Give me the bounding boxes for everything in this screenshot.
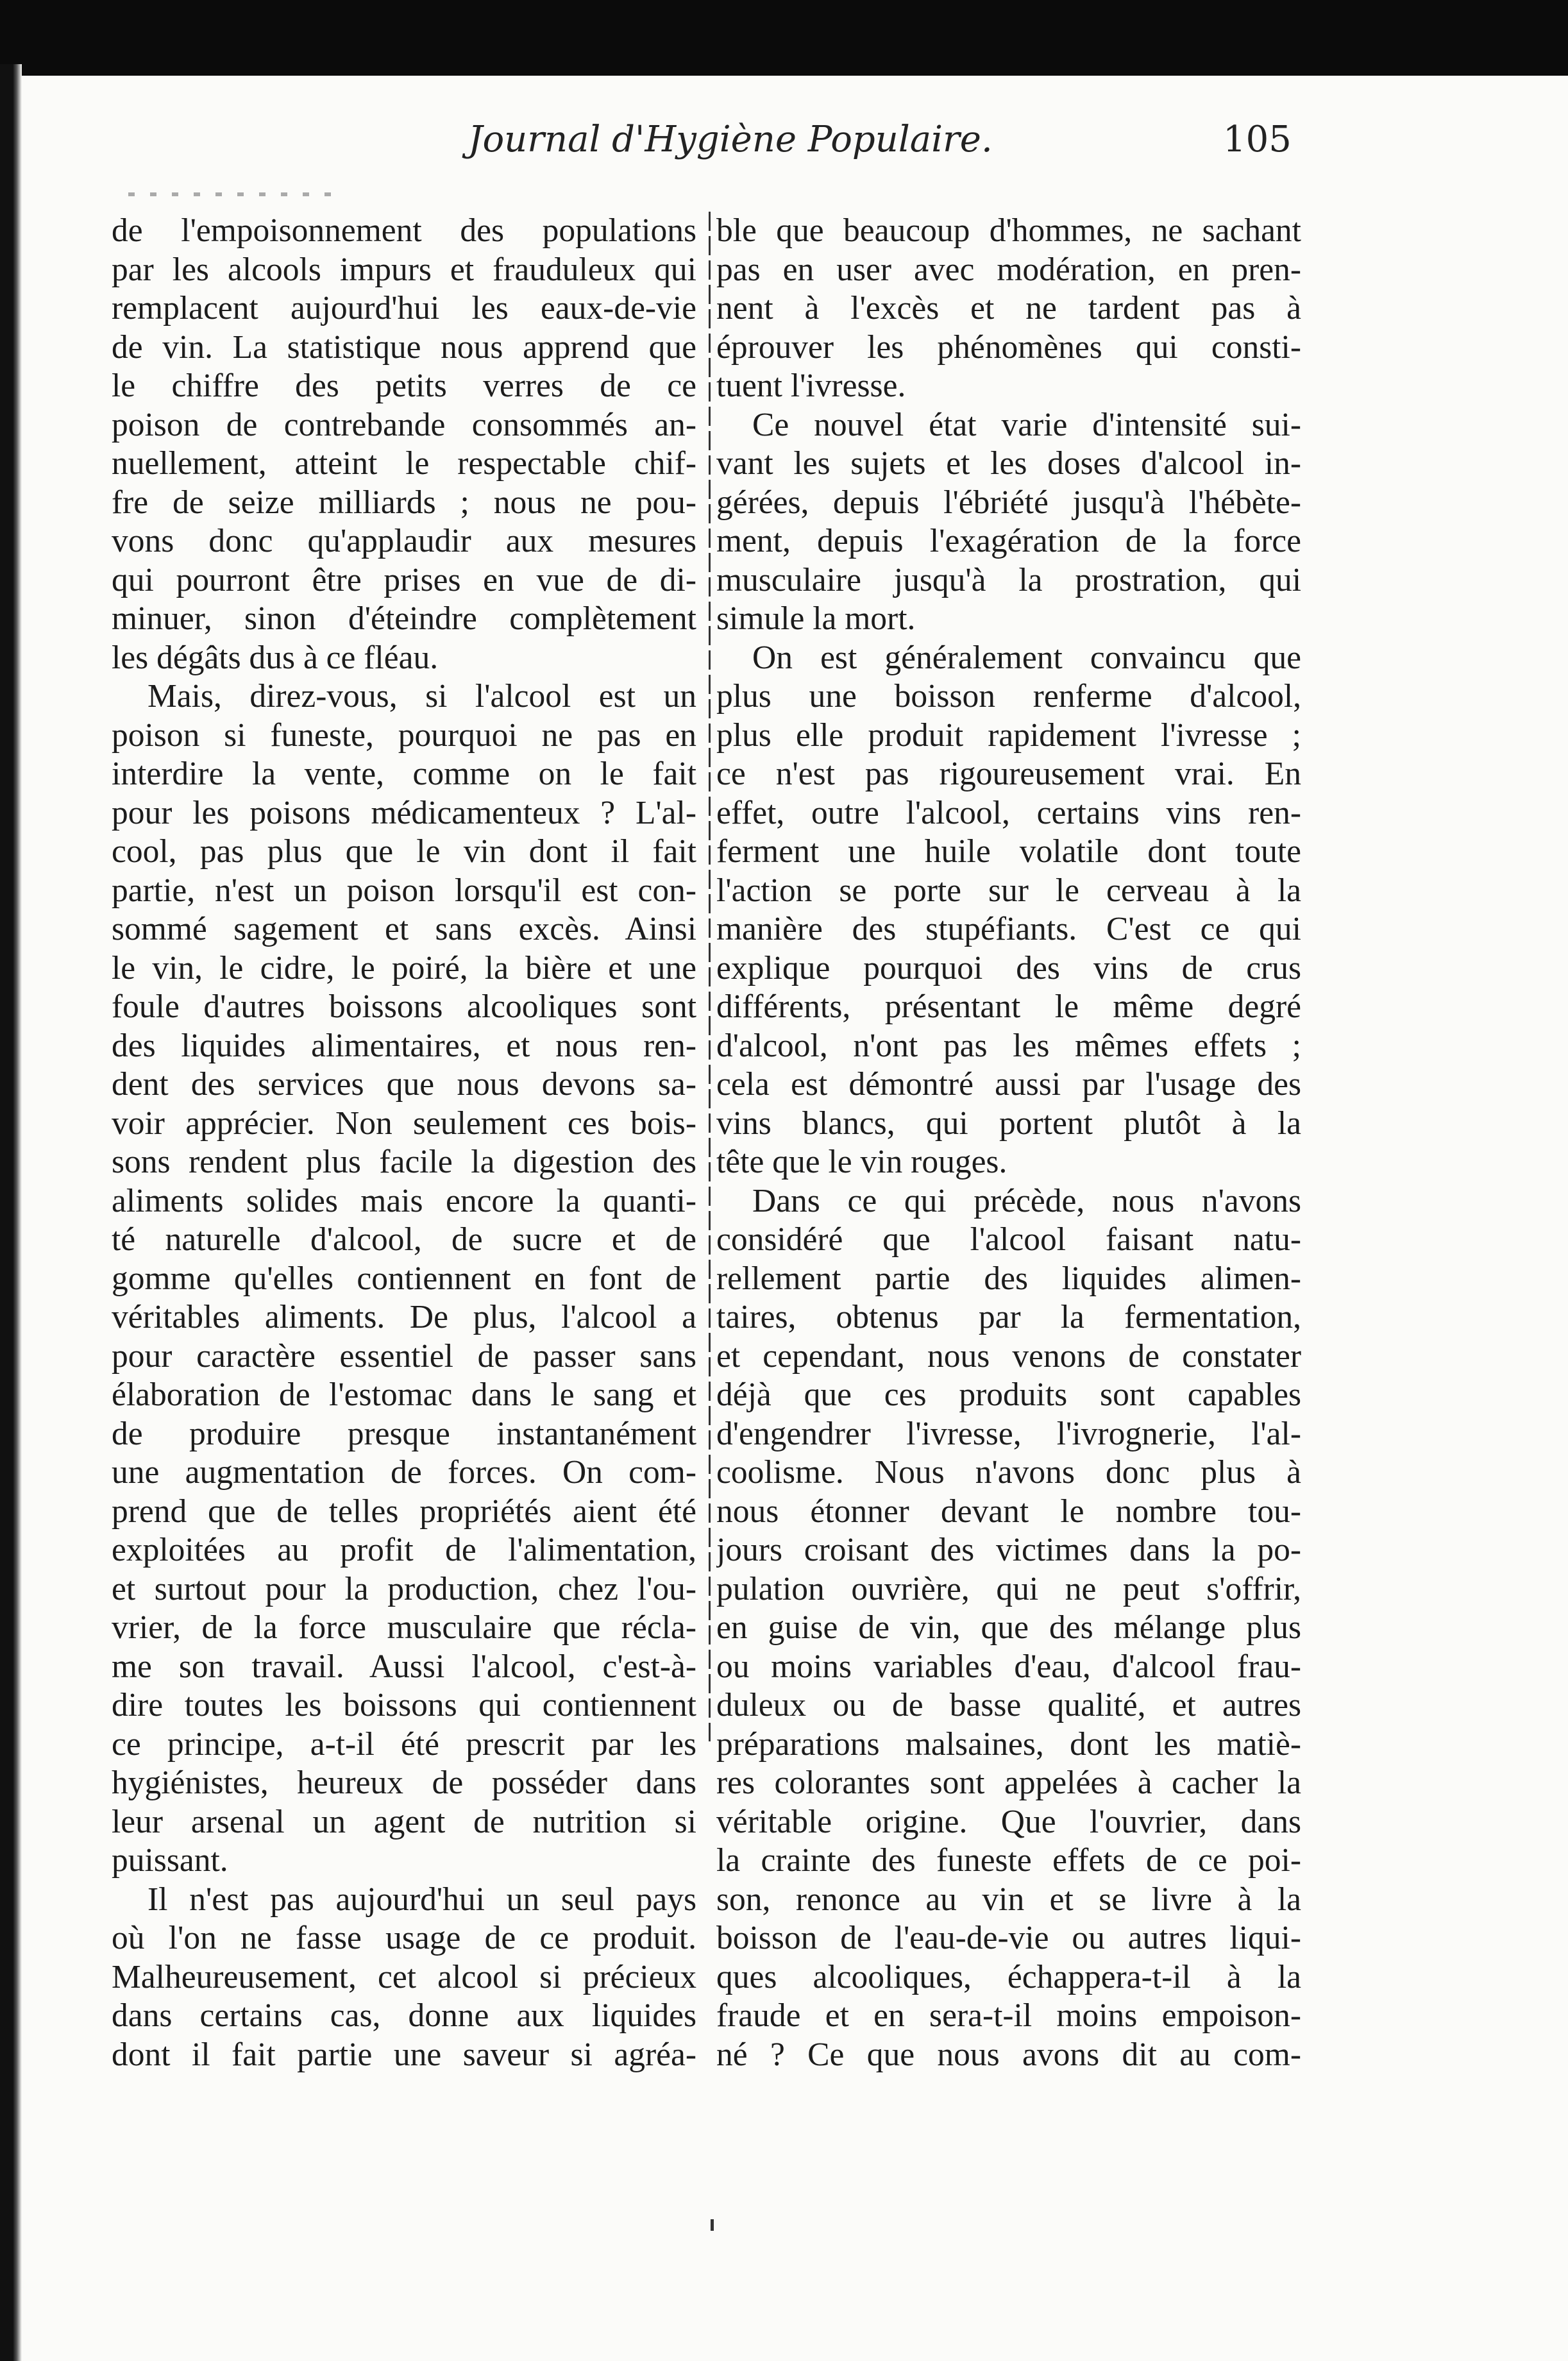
text-line: foule d'autres boissons alcooliques sont (112, 988, 696, 1025)
text-line: taires, obtenus par la fermentation, (716, 1299, 1301, 1335)
text-line: de produire presque instantanément (112, 1415, 696, 1452)
text-line: pulation ouvrière, qui ne peut s'offrir, (716, 1570, 1301, 1607)
text-line: tête que le vin rouges. (716, 1144, 1007, 1180)
text-line: minuer, sinon d'éteindre complètement (112, 600, 696, 637)
text-line: dire toutes les boissons qui contiennent (112, 1687, 696, 1723)
page-number: 105 (1223, 119, 1292, 160)
text-line: né ? Ce que nous avons dit au com- (716, 2036, 1301, 2073)
text-line: par les alcools impurs et frauduleux qui (112, 251, 696, 288)
text-line: me son travail. Aussi l'alcool, c'est-à- (112, 1648, 696, 1685)
text-line: dans certains cas, donne aux liquides (112, 1997, 696, 2034)
text-line: prend que de telles propriétés aient été (112, 1493, 696, 1530)
text-line: éprouver les phénomènes qui consti- (716, 328, 1301, 366)
text-line: gomme qu'elles contiennent en font de (112, 1260, 696, 1297)
text-line: ou moins variables d'eau, d'alcool frau- (716, 1648, 1301, 1685)
text-line: aliments solides mais encore la quanti- (112, 1182, 696, 1219)
text-line: la crainte des funeste effets de ce poi- (716, 1842, 1301, 1879)
text-line: pas en user avec modération, en pren- (716, 251, 1301, 288)
text-line: remplacent aujourd'hui les eaux-de-vie (112, 290, 696, 326)
text-line: préparations malsaines, dont les matiè- (716, 1725, 1301, 1763)
text-line: d'engendrer l'ivresse, l'ivrognerie, l'al- (716, 1415, 1301, 1452)
text-line: boisson de l'eau-de-vie ou autres liqui- (716, 1920, 1301, 1956)
text-line: hygiénistes, heureux de posséder dans (112, 1764, 696, 1801)
text-line: fraude et en sera-t-il moins empoison- (716, 1997, 1301, 2034)
text-line: voir apprécier. Non seulement ces bois- (112, 1104, 696, 1142)
text-line: On est généralement convaincu que (752, 639, 1301, 676)
text-line: puissant. (112, 1842, 228, 1879)
column-divider (709, 212, 711, 1741)
text-line: ferment une huile volatile dont toute (716, 833, 1301, 870)
right-text-column (716, 212, 1301, 2283)
text-line: leur arsenal un agent de nutrition si (112, 1803, 696, 1840)
text-line: élaboration de l'estomac dans le sang et (112, 1376, 696, 1413)
text-line: vons donc qu'applaudir aux mesures (112, 523, 696, 559)
text-line: tuent l'ivresse. (716, 368, 906, 404)
text-line: vrier, de la force musculaire que récla- (112, 1609, 696, 1646)
text-line: où l'on ne fasse usage de ce produit. (112, 1920, 696, 1956)
text-line: Ce nouvel état varie d'intensité sui- (752, 406, 1301, 443)
text-line: plus elle produit rapidement l'ivresse ; (716, 716, 1301, 754)
text-line: considéré que l'alcool faisant natu- (716, 1221, 1301, 1258)
text-line: le vin, le cidre, le poiré, la bière et une (112, 949, 696, 986)
text-line: dent des services que nous devons sa- (112, 1066, 696, 1103)
text-line: cool, pas plus que le vin dont il fait (112, 833, 696, 870)
text-line: explique pourquoi des vins de crus (716, 949, 1301, 986)
text-line: nuellement, atteint le respectable chif- (112, 445, 696, 482)
text-line: et cependant, nous venons de constater (716, 1337, 1301, 1375)
text-line: le chiffre des petits verres de ce (112, 368, 696, 404)
text-line: véritable origine. Que l'ouvrier, dans (716, 1803, 1301, 1840)
text-line: qui pourront être prises en vue de di- (112, 561, 696, 598)
text-line: vant les sujets et les doses d'alcool in- (716, 445, 1301, 482)
text-line: pour les poisons médicamenteux ? L'al- (112, 794, 696, 831)
text-line: en guise de vin, que des mélange plus (716, 1609, 1301, 1646)
text-line: d'alcool, n'ont pas les mêmes effets ; (716, 1027, 1301, 1064)
text-line: fre de seize milliards ; nous ne pou- (112, 484, 696, 521)
text-line: rellement partie des liquides alimen- (716, 1260, 1301, 1297)
text-line: effet, outre l'alcool, certains vins ren- (716, 794, 1301, 831)
text-line: son, renonce au vin et se livre à la (716, 1881, 1301, 1918)
page-header (0, 0, 1568, 212)
text-line: manière des stupéfiants. C'est ce qui (716, 911, 1301, 947)
text-line: sommé sagement et sans excès. Ainsi (112, 911, 696, 947)
text-line: l'action se porte sur le cerveau à la (716, 872, 1301, 909)
left-text-column (112, 212, 696, 2283)
text-line: Malheureusement, cet alcool si précieux (112, 1958, 696, 1995)
text-line: partie, n'est un poison lorsqu'il est con- (112, 872, 696, 909)
text-line: des liquides alimentaires, et nous ren- (112, 1027, 696, 1064)
text-line: ment, depuis l'exagération de la force (716, 523, 1301, 559)
text-line: Mais, direz-vous, si l'alcool est un (148, 678, 696, 715)
text-line: pour caractère essentiel de passer sans (112, 1337, 696, 1375)
scan-border-left (0, 64, 22, 2361)
text-line: véritables aliments. De plus, l'alcool a (112, 1299, 696, 1335)
text-line: té naturelle d'alcool, de sucre et de (112, 1221, 696, 1258)
text-line: simule la mort. (716, 600, 916, 637)
text-line: ble que beaucoup d'hommes, ne sachant (716, 212, 1301, 249)
text-line: poison de contrebande consommés an- (112, 406, 696, 443)
text-line: duleux ou de basse qualité, et autres (716, 1687, 1301, 1723)
text-line: ce n'est pas rigoureusement vrai. En (716, 756, 1301, 792)
text-line: les dégâts dus à ce fléau. (112, 639, 439, 676)
text-line: interdire la vente, comme on le fait (112, 756, 696, 792)
text-line: différents, présentant le même degré (716, 988, 1301, 1025)
text-line: ques alcooliques, échappera-t-il à la (716, 1958, 1301, 1995)
text-line: déjà que ces produits sont capables (716, 1376, 1301, 1413)
stray-print-mark (711, 2219, 714, 2231)
text-line: nent à l'excès et ne tardent pas à (716, 290, 1301, 326)
text-line: vins blancs, qui portent plutôt à la (716, 1104, 1301, 1142)
text-line: ce principe, a-t-il été prescrit par les (112, 1725, 696, 1763)
text-line: une augmentation de forces. On com- (112, 1454, 696, 1491)
text-line: de l'empoisonnement des populations (112, 212, 696, 249)
text-line: res colorantes sont appelées à cacher la (716, 1764, 1301, 1801)
text-line: poison si funeste, pourquoi ne pas en (112, 716, 696, 754)
running-title: Journal d'Hygiène Populaire. (468, 119, 993, 160)
text-line: exploitées au profit de l'alimentation, (112, 1532, 696, 1568)
text-line: musculaire jusqu'à la prostration, qui (716, 561, 1301, 598)
text-line: Dans ce qui précède, nous n'avons (752, 1182, 1301, 1219)
text-line: Il n'est pas aujourd'hui un seul pays (148, 1881, 696, 1918)
text-line: coolisme. Nous n'avons donc plus à (716, 1454, 1301, 1491)
text-line: jours croisant des victimes dans la po- (716, 1532, 1301, 1568)
text-line: nous étonner devant le nombre tou- (716, 1493, 1301, 1530)
text-line: et surtout pour la production, chez l'ou- (112, 1570, 696, 1607)
text-line: cela est démontré aussi par l'usage des (716, 1066, 1301, 1103)
text-line: plus une boisson renferme d'alcool, (716, 678, 1301, 715)
text-line: sons rendent plus facile la digestion des (112, 1144, 696, 1180)
text-line: de vin. La statistique nous apprend que (112, 328, 696, 366)
text-line: dont il fait partie une saveur si agréa- (112, 2036, 696, 2073)
text-line: gérées, depuis l'ébriété jusqu'à l'hébète- (716, 484, 1301, 521)
